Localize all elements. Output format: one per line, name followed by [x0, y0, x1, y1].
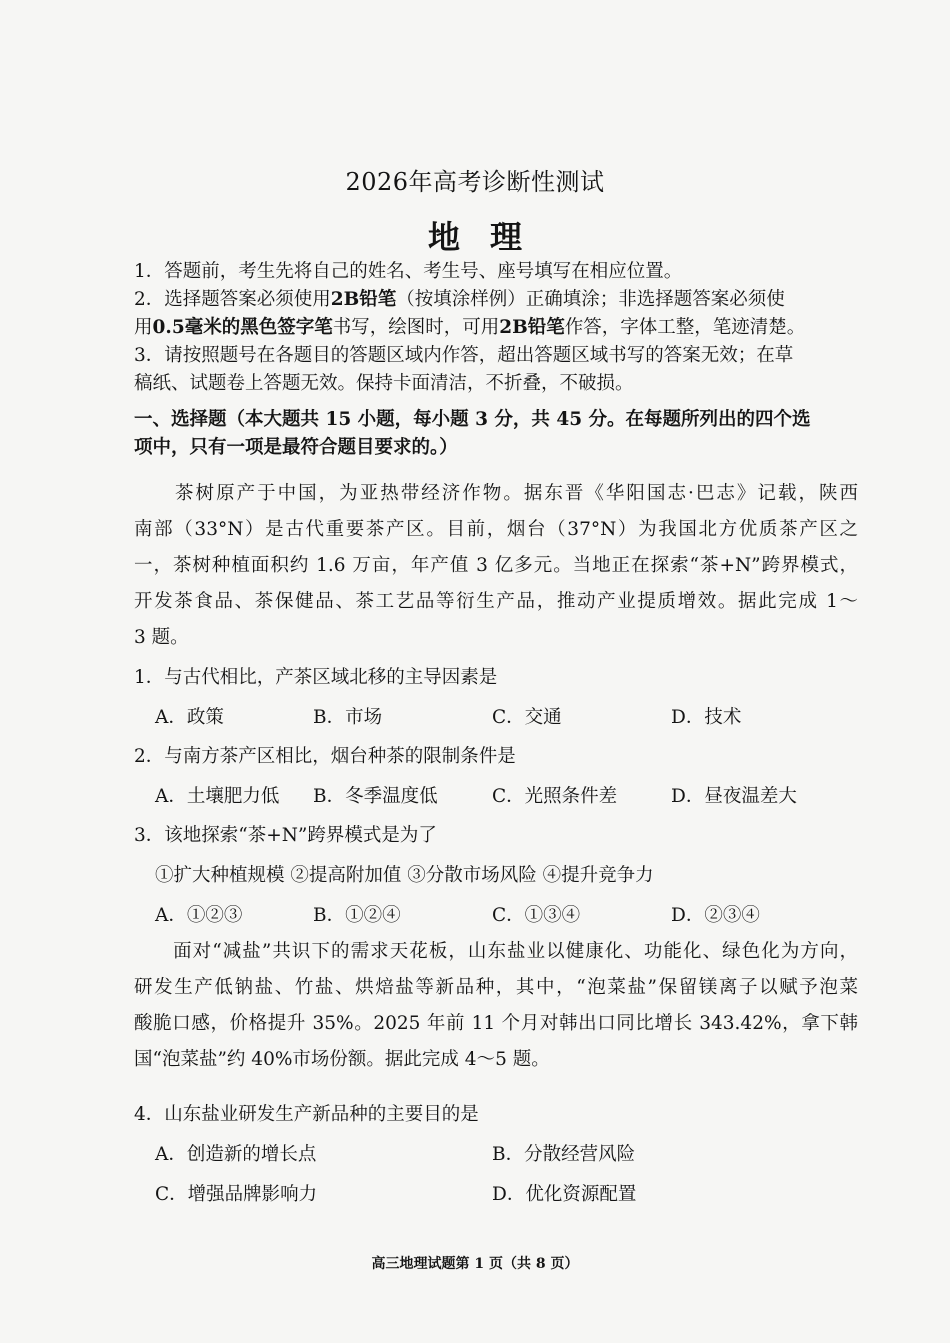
exam-title: 2026年高考诊断性测试	[345, 168, 605, 196]
passage-line: 酸脆口感，价格提升 35%。2025 年前 11 个月对韩出口同比增长 343.42%，拿下韩	[134, 1013, 858, 1034]
question-2-stem: 2．与南方茶产区相比，烟台种茶的限制条件是	[134, 746, 516, 767]
q4-option-b: B．分散经营风险	[492, 1144, 636, 1165]
question-4-stem: 4．山东盐业研发生产新品种的主要目的是	[134, 1104, 479, 1125]
q3-option-c: C．①③④	[492, 905, 581, 926]
question-3-stem: 3．该地探索“茶+N”跨界模式是为了	[134, 825, 437, 846]
subject-title: 地理	[427, 218, 552, 256]
passage-line: 面对“减盐”共识下的需求天花板，山东盐业以健康化、功能化、绿色化为方向，	[134, 941, 858, 962]
passage-line: 一，茶树种植面积约 1.6 万亩，年产值 3 亿多元。当地正在探索“茶+N”跨界模式，	[134, 555, 858, 576]
q1-option-a: A．政策	[155, 707, 224, 728]
question-1-stem: 1．与古代相比，产茶区域北移的主导因素是	[134, 667, 498, 688]
instructions	[134, 258, 864, 398]
passage-line: 3 题。	[134, 627, 189, 648]
passage-line: 南部（33°N）是古代重要茶产区。目前，烟台（37°N）为我国北方优质茶产区之	[134, 519, 858, 540]
q3-items: ①扩大种植规模 ②提高附加值 ③分散市场风险 ④提升竞争力	[155, 865, 654, 886]
passage-salt	[134, 934, 858, 1078]
q2-option-b: B．冬季温度低	[313, 786, 438, 807]
passage-line: 研发生产低钠盐、竹盐、烘焙盐等新品种，其中，“泡菜盐”保留镁离子以赋予泡菜	[134, 977, 858, 998]
instruction-3: 3．请按照题号在各题目的答题区域内作答，超出答题区域书写的答案无效；在草	[134, 345, 794, 366]
q2-option-c: C．光照条件差	[492, 786, 618, 807]
q3-option-a: A．①②③	[155, 905, 243, 926]
passage-line: 茶树原产于中国，为亚热带经济作物。据东晋《华阳国志·巴志》记载，陕西	[134, 483, 858, 504]
q1-option-b: B．市场	[313, 707, 383, 728]
passage-tea	[134, 476, 858, 656]
q3-option-b: B．①②④	[313, 905, 401, 926]
passage-line: 开发茶食品、茶保健品、茶工艺品等衍生产品，推动产业提质增效。据此完成 1～	[134, 591, 858, 612]
instruction-3-cont: 稿纸、试题卷上答题无效。保持卡面清洁，不折叠，不破损。	[134, 373, 634, 394]
q1-option-c: C．交通	[492, 707, 562, 728]
q2-option-d: D．昼夜温差大	[671, 786, 797, 807]
instruction-1: 1．答题前，考生先将自己的姓名、考生号、座号填写在相应位置。	[134, 261, 683, 282]
q4-option-d: D．优化资源配置	[492, 1184, 637, 1205]
section-heading: 一、选择题（本大题共 15 小题，每小题 3 分，共 45 分。在每题所列出的四个选 项中，只有一项是最符合题目要求的。）	[134, 409, 811, 458]
q4-option-c: C．增强品牌影响力	[155, 1184, 318, 1205]
instruction-2-cont: 用0.5毫米的黑色签字笔书写，绘图时，可用2B铅笔作答，字体工整，笔迹清楚。	[134, 317, 806, 338]
q1-option-d: D．技术	[671, 707, 742, 728]
q4-option-a: A．创造新的增长点	[155, 1144, 317, 1165]
q2-option-a: A．土壤肥力低	[155, 786, 280, 807]
passage-line: 国“泡菜盐”约 40%市场份额。据此完成 4～5 题。	[134, 1049, 550, 1070]
instruction-2: 2．选择题答案必须使用2B铅笔（按填涂样例）正确填涂；非选择题答案必须使	[134, 289, 785, 310]
page-footer: 高三地理试题第 1 页（共 8 页）	[371, 1256, 579, 1272]
q3-option-d: D．②③④	[671, 905, 760, 926]
